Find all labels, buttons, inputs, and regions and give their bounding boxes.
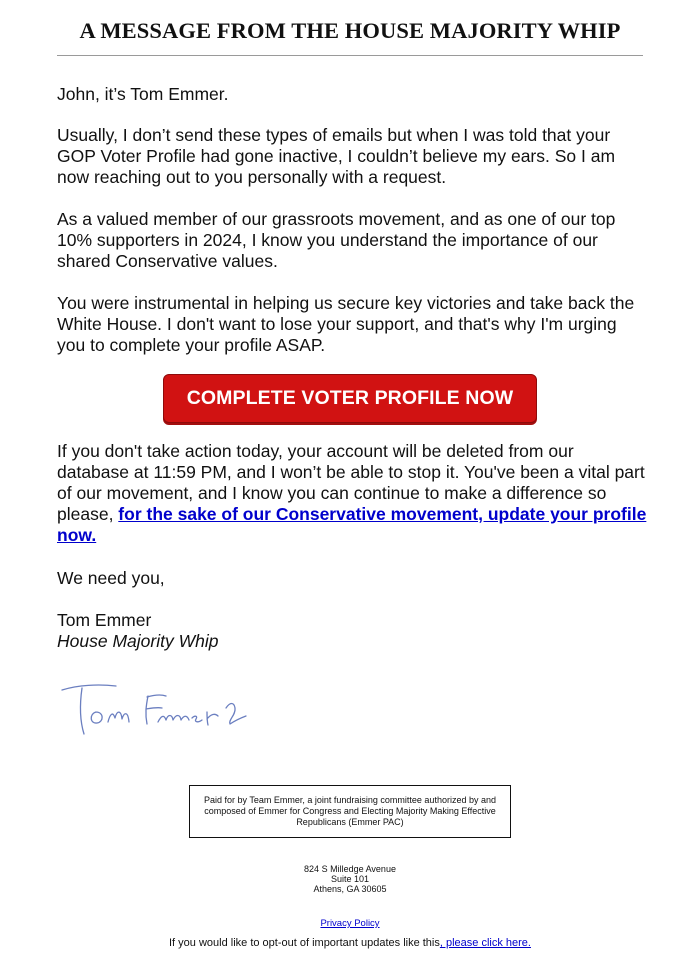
update-profile-link[interactable]: for the sake of our Conservative movement, update your profile now. bbox=[57, 504, 647, 545]
paragraph-4 bbox=[57, 441, 647, 546]
paragraph-2: As a valued member of our grassroots movement, and as one of our top 10% supporters in 2024, I know you understand the importance of our shared Conservative values. bbox=[57, 209, 616, 271]
paragraph-3: You were instrumental in helping us secure key victories and take back the White House. I don't want to lose your support, and that's why I'm urging you to complete your profile ASAP. bbox=[57, 293, 635, 355]
closing-line: We need you, bbox=[57, 568, 165, 588]
mailing-address bbox=[200, 864, 500, 894]
address-line-1: 824 S Milledge Avenue bbox=[304, 864, 396, 874]
optout-text: If you would like to opt-out of important updates like this bbox=[169, 937, 440, 949]
address-line-3: Athens, GA 30605 bbox=[313, 884, 387, 894]
address-line-2: Suite 101 bbox=[330, 874, 370, 884]
complete-voter-profile-button[interactable]: COMPLETE VOTER PROFILE NOW bbox=[163, 374, 537, 423]
greeting: John, it’s Tom Emmer. bbox=[57, 84, 229, 104]
header-divider bbox=[57, 55, 643, 56]
handwritten-signature bbox=[58, 672, 258, 744]
paragraph-1: Usually, I don’t send these types of emails but when I was told that your GOP Voter Profile had gone inactive, I couldn’t believe my ears. So I am now reaching out to you personally with a request. bbox=[57, 125, 616, 187]
optout-row bbox=[40, 937, 660, 949]
paragraph-4-text: If you don't take action today, your account will be deleted from our database at 11:59 PM, and I won’t be able to stop it. You've been a vital part of our movement, and I know you can continue to make a difference so please, bbox=[57, 441, 645, 524]
paid-for-by-disclaimer: Paid for by Team Emmer, a joint fundraising committee authorized by and composed of Emmer for Congress and Electing Majority Making Effective Republicans (Emmer PAC) bbox=[189, 785, 511, 838]
email-header-title: A MESSAGE FROM THE HOUSE MAJORITY WHIP bbox=[79, 18, 621, 43]
signer-name: Tom Emmer bbox=[57, 610, 152, 630]
privacy-row bbox=[250, 918, 450, 929]
privacy-policy-link[interactable]: Privacy Policy bbox=[320, 918, 380, 929]
optout-link[interactable]: , please click here. bbox=[439, 937, 531, 949]
signer-title: House Majority Whip bbox=[57, 631, 219, 651]
